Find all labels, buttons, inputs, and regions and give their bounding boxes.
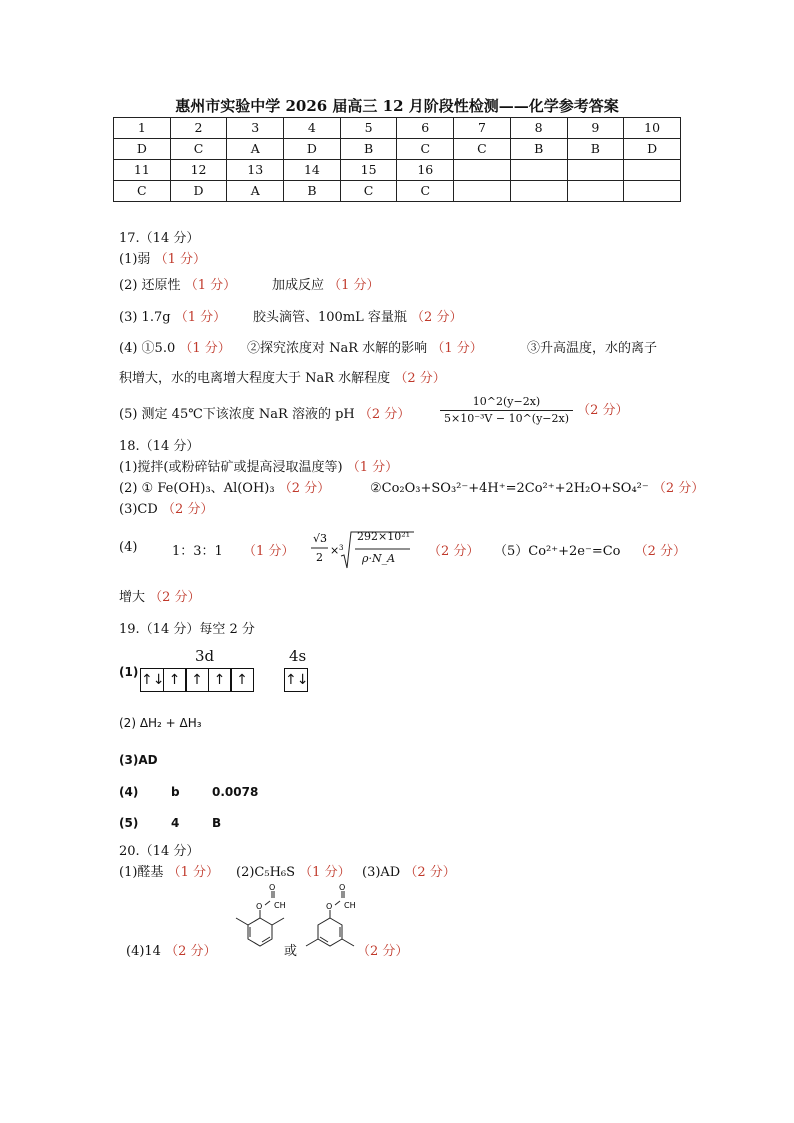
table-cell: B — [340, 139, 397, 160]
q19-3d-orbitals — [140, 668, 253, 692]
q17-a4-part3: ③升高温度，水的离子 — [527, 341, 658, 356]
table-cell — [624, 181, 681, 202]
table-cell: 4 — [284, 118, 341, 139]
q20-answer-2 — [236, 861, 351, 880]
q18-a2-text: (2) ① Fe(OH)₃、Al(OH)₃ — [119, 481, 275, 496]
q17-a5-score2: （2 分） — [577, 403, 629, 418]
q18-a5-score: （2 分） — [634, 544, 687, 559]
q18-a2-score1: （2 分） — [278, 481, 331, 496]
table-cell: 14 — [284, 160, 341, 181]
q18-a3-text: (3)CD — [119, 502, 158, 517]
q17-a4-line2: 积增大，水的电离增大程度大于 NaR 水解程度 — [119, 371, 391, 386]
table-row-question-numbers — [114, 160, 681, 181]
table-cell — [510, 160, 567, 181]
table-cell: C — [340, 181, 397, 202]
q19-a4-ans2: 0.0078 — [212, 785, 259, 799]
q17-a3-score1: （1 分） — [174, 310, 227, 325]
q17-a4-score1: （1 分） — [179, 341, 231, 356]
answer-table — [113, 117, 681, 202]
q17-answer-4b — [247, 337, 483, 356]
q19-a4-ans1: b — [171, 785, 180, 799]
table-cell: 10 — [624, 118, 681, 139]
table-cell: 11 — [114, 160, 171, 181]
table-row-answers — [114, 139, 681, 160]
q19-header: 19.（14 分）每空 2 分 — [119, 622, 255, 637]
q17-a5-fraction — [440, 394, 629, 427]
table-cell: B — [567, 139, 624, 160]
q17-a2-score1: （1 分） — [184, 278, 237, 293]
structure-2-6-dimethylphenyl-formate — [230, 884, 290, 960]
q18-answer-3 — [119, 498, 213, 517]
q17-a2-score2: （1 分） — [328, 278, 380, 293]
q18-a6-score: （2 分） — [149, 590, 201, 605]
table-row-question-numbers — [114, 118, 681, 139]
orbital-box: ↑↓ — [140, 668, 164, 692]
q18-answer-2b — [370, 477, 704, 496]
q18-a3-score: （2 分） — [161, 502, 214, 517]
table-cell — [567, 160, 624, 181]
q20-a2-score: （1 分） — [299, 865, 351, 880]
table-cell — [567, 181, 624, 202]
q17-answer-2b — [272, 274, 380, 293]
table-cell: B — [284, 181, 341, 202]
svg-text:2: 2 — [316, 551, 323, 564]
q20-header: 20.（14 分） — [119, 844, 200, 859]
q17-answer-3 — [119, 306, 226, 325]
table-cell: 7 — [454, 118, 511, 139]
q20-a1-score: （1 分） — [167, 865, 219, 880]
q17-a3-part2: 胶头滴管、100mL 容量瓶 — [253, 310, 407, 325]
q19-4s-label: 4s — [289, 647, 307, 665]
table-cell: 8 — [510, 118, 567, 139]
table-cell: 5 — [340, 118, 397, 139]
table-cell: D — [624, 139, 681, 160]
q18-a1-text: (1)搅拌(或粉碎钴矿或提高浸取温度等) — [119, 460, 343, 475]
q17-a3-score2: （2 分） — [411, 310, 463, 325]
table-cell: D — [170, 181, 227, 202]
q18-answer-4 — [172, 540, 294, 559]
svg-text:3: 3 — [339, 544, 344, 552]
q19-a5-ans2: B — [212, 816, 222, 830]
q18-answer-2 — [119, 477, 330, 496]
svg-text:×: × — [330, 544, 340, 557]
table-row-answers — [114, 181, 681, 202]
q20-a3-text: (3)AD — [362, 865, 401, 880]
q18-a1-score: （1 分） — [346, 460, 399, 475]
q20-a2-text: (2)C₅H₆S — [236, 865, 296, 880]
table-cell: A — [227, 139, 284, 160]
q17-a2-text: (2) 还原性 — [119, 278, 181, 293]
table-cell: C — [397, 139, 454, 160]
q17-answer-3b — [253, 306, 462, 325]
table-cell: C — [170, 139, 227, 160]
q18-a4-label: (4) — [119, 540, 138, 555]
table-cell: C — [114, 181, 171, 202]
q20-answer-4 — [126, 940, 217, 959]
orbital-box: ↑ — [163, 668, 187, 692]
table-cell: D — [284, 139, 341, 160]
q18-a6-text: 增大 — [119, 590, 146, 605]
structure2-ch-label: CH — [344, 901, 356, 910]
q19-answer-2: (2) ΔH₂ + ΔH₃ — [119, 716, 202, 730]
q20-answer-3 — [362, 861, 456, 880]
table-cell: 6 — [397, 118, 454, 139]
structure1-carbonyl-o: O — [269, 884, 276, 892]
q18-answer-6 — [119, 586, 201, 605]
q17-a4-text: (4) ①5.0 — [119, 341, 176, 356]
table-cell — [624, 160, 681, 181]
q18-answer-5 — [494, 540, 686, 559]
q17-a3-text: (3) 1.7g — [119, 310, 171, 325]
q17-answer-4c — [119, 367, 446, 386]
orbital-box: ↑ — [185, 668, 209, 692]
q18-a4-ratio: 1：3：1 — [172, 544, 223, 559]
table-cell — [454, 160, 511, 181]
q17-a5-text: (5) 测定 45℃下该浓度 NaR 溶液的 pH — [119, 407, 355, 422]
q17-a5-score1: （2 分） — [358, 407, 411, 422]
q20-a4-score: （2 分） — [165, 944, 217, 959]
q19-a5-label: (5) — [119, 816, 139, 830]
q17-answer-2 — [119, 274, 236, 293]
q19-a4-label: (4) — [119, 785, 139, 799]
q18-a2-score2: （2 分） — [652, 481, 705, 496]
table-cell: 9 — [567, 118, 624, 139]
q19-4s-orbitals — [284, 668, 307, 692]
q20-struct-score: （2 分） — [357, 944, 409, 959]
table-cell: 13 — [227, 160, 284, 181]
table-cell: C — [397, 181, 454, 202]
table-cell: 1 — [114, 118, 171, 139]
structure2-o-label: O — [326, 902, 333, 911]
structure-3-5-dimethylphenyl-formate — [300, 884, 360, 960]
q20-a3-score: （2 分） — [404, 865, 456, 880]
structure1-ch-label: CH — [274, 901, 286, 910]
q18-a4-formula-den: ρ·N_A — [362, 552, 396, 565]
q19-a1-label: (1) — [119, 665, 139, 679]
q20-a1-text: (1)醛基 — [119, 865, 164, 880]
orbital-box: ↑ — [208, 668, 232, 692]
q17-header: 17.（14 分） — [119, 231, 200, 246]
q18-answer-1 — [119, 456, 398, 475]
orbital-box: ↑↓ — [284, 668, 308, 692]
q17-a4-part2: ②探究浓度对 NaR 水解的影响 — [247, 341, 428, 356]
table-cell: 3 — [227, 118, 284, 139]
q17-a1-text: (1)弱 — [119, 252, 151, 267]
q17-a1-score: （1 分） — [154, 252, 206, 267]
page-title: 惠州市实验中学 2026 届高三 12 月阶段性检测——化学参考答案 — [175, 97, 619, 115]
table-cell: 12 — [170, 160, 227, 181]
structure2-carbonyl-o: O — [339, 884, 346, 892]
q18-a4-formula-num: 292×10²¹ — [357, 530, 411, 543]
orbital-box: ↑ — [230, 668, 254, 692]
q20-or-text: 或 — [284, 944, 298, 959]
q18-a5-text: （5）Co²⁺+2e⁻=Co — [494, 544, 621, 559]
q17-answer-5 — [119, 403, 410, 422]
q19-3d-label: 3d — [195, 647, 215, 665]
q18-a4-score1: （1 分） — [242, 544, 295, 559]
q17-a5-denominator: 5×10⁻³V − 10^(y−2x) — [444, 412, 570, 425]
q20-answer-1 — [119, 861, 219, 880]
table-cell — [454, 181, 511, 202]
q18-header: 18.（14 分） — [119, 439, 200, 454]
table-cell — [510, 181, 567, 202]
q17-a4-score3: （2 分） — [394, 371, 446, 386]
q19-answer-3: (3)AD — [119, 753, 158, 767]
q17-a2-part2: 加成反应 — [272, 278, 325, 293]
table-cell: 16 — [397, 160, 454, 181]
structure1-o-label: O — [256, 902, 263, 911]
q18-a2-part2: ②Co₂O₃+SO₃²⁻+4H⁺=2Co²⁺+2H₂O+SO₄²⁻ — [370, 481, 649, 496]
q17-a4-score2: （1 分） — [431, 341, 483, 356]
table-cell: A — [227, 181, 284, 202]
q20-a4-text: (4)14 — [126, 944, 161, 959]
q19-a5-ans1: 4 — [171, 816, 180, 830]
table-cell: D — [114, 139, 171, 160]
q17-a5-numerator: 10^2(y−2x) — [440, 394, 573, 411]
q18-a4-score2: （2 分） — [428, 544, 480, 559]
table-cell: 15 — [340, 160, 397, 181]
q17-answer-1 — [119, 248, 206, 267]
table-cell: C — [454, 139, 511, 160]
svg-text:√3: √3 — [313, 532, 328, 545]
table-cell: 2 — [170, 118, 227, 139]
table-cell: B — [510, 139, 567, 160]
q17-answer-4 — [119, 337, 231, 356]
